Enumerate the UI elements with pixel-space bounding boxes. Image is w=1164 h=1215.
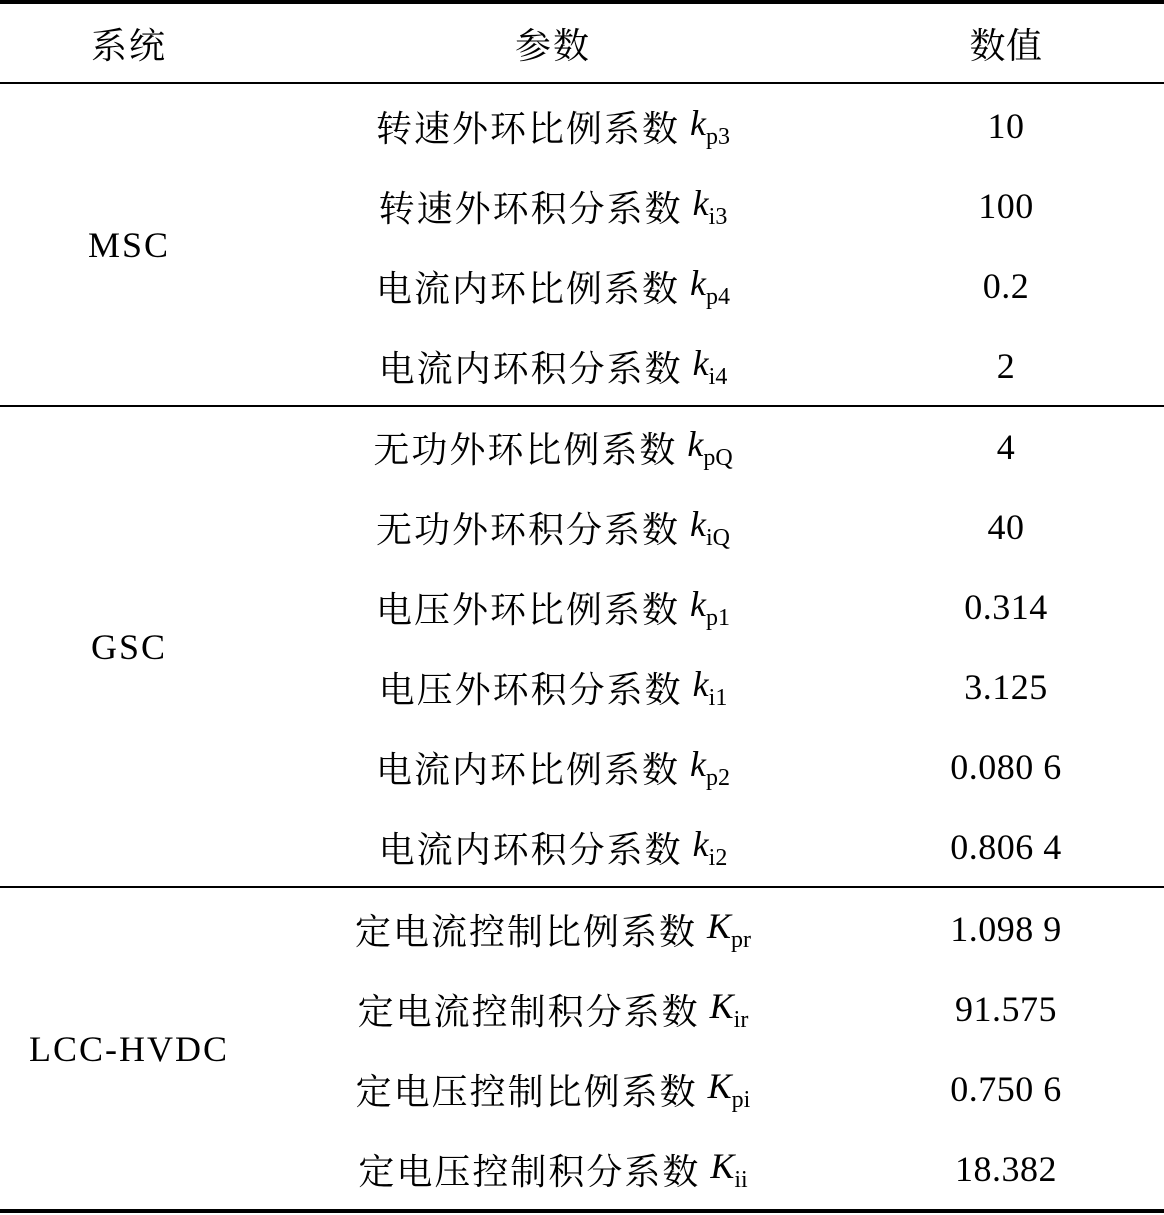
param-value: 2: [996, 346, 1016, 386]
param-value: 0.750 6: [950, 1069, 1062, 1109]
param-value: 91.575: [955, 989, 1057, 1029]
param-label: 无功外环积分系数: [376, 509, 681, 551]
param-symbol: $k_{pQ}$: [687, 423, 733, 471]
param-label: 电流内环比例系数: [376, 268, 681, 310]
param-symbol: $k_{i2}$: [692, 823, 728, 871]
param-value: 0.2: [982, 266, 1030, 306]
param-label: 转速外环比例系数: [376, 108, 681, 150]
param-symbol: $K_{pr}$: [707, 905, 752, 953]
param-value: 40: [987, 507, 1025, 547]
param-row: [258, 166, 848, 246]
group-system-gsc: GSC: [90, 626, 168, 667]
param-symbol: $k_{i4}$: [692, 342, 728, 390]
param-symbol: $k_{p4}$: [690, 262, 730, 310]
param-label: 电流内环比例系数: [376, 749, 681, 791]
param-symbol: $k_{i1}$: [692, 663, 728, 711]
param-row: [258, 1129, 848, 1209]
param-value: 18.382: [955, 1149, 1057, 1189]
param-row: [258, 727, 848, 807]
param-label: 定电流控制比例系数: [354, 911, 697, 953]
param-symbol: $K_{ii}$: [710, 1145, 748, 1193]
param-label: 电压外环比例系数: [376, 589, 681, 631]
param-label: 定电流控制积分系数: [357, 991, 700, 1033]
param-row: [258, 86, 848, 166]
param-row: [258, 567, 848, 647]
param-symbol: $k_{iQ}$: [690, 503, 730, 551]
param-value: 10: [987, 106, 1025, 146]
param-row: [258, 326, 848, 406]
param-label: 转速外环积分系数: [378, 188, 683, 230]
param-label: 定电压控制比例系数: [355, 1071, 698, 1113]
param-value: 4: [996, 427, 1016, 467]
group-system-msc: MSC: [87, 224, 171, 265]
header-system: 系统: [90, 25, 167, 67]
param-symbol: $k_{p3}$: [690, 102, 730, 150]
param-symbol: $k_{p1}$: [690, 583, 730, 631]
param-row: [258, 647, 848, 727]
param-value: 0.314: [964, 587, 1048, 627]
param-value: 1.098 9: [950, 909, 1062, 949]
param-row: [258, 969, 848, 1049]
param-symbol: $K_{ir}$: [709, 985, 749, 1033]
param-row: [258, 487, 848, 567]
param-value: 100: [978, 186, 1034, 226]
param-symbol: $k_{p2}$: [690, 743, 730, 791]
param-symbol: $k_{i3}$: [692, 182, 728, 230]
param-row: [258, 407, 848, 487]
param-value: 0.080 6: [950, 747, 1062, 787]
param-symbol: $K_{pi}$: [707, 1065, 751, 1113]
param-label: 无功外环比例系数: [373, 429, 678, 471]
param-row: [258, 1049, 848, 1129]
param-label: 电流内环积分系数: [378, 829, 683, 871]
param-row: [258, 246, 848, 326]
param-value: 3.125: [964, 667, 1048, 707]
bottom-rule: [0, 1209, 1164, 1213]
param-row: [258, 807, 848, 887]
header-parameter: 参数: [514, 25, 591, 67]
param-label: 电压外环积分系数: [378, 669, 683, 711]
group-system-lcc-hvdc: LCC-HVDC: [28, 1028, 229, 1069]
param-value: 0.806 4: [950, 827, 1062, 867]
param-row: [258, 889, 848, 969]
param-label: 定电压控制积分系数: [358, 1151, 701, 1193]
param-label: 电流内环积分系数: [378, 348, 683, 390]
header-value: 数值: [969, 25, 1043, 67]
